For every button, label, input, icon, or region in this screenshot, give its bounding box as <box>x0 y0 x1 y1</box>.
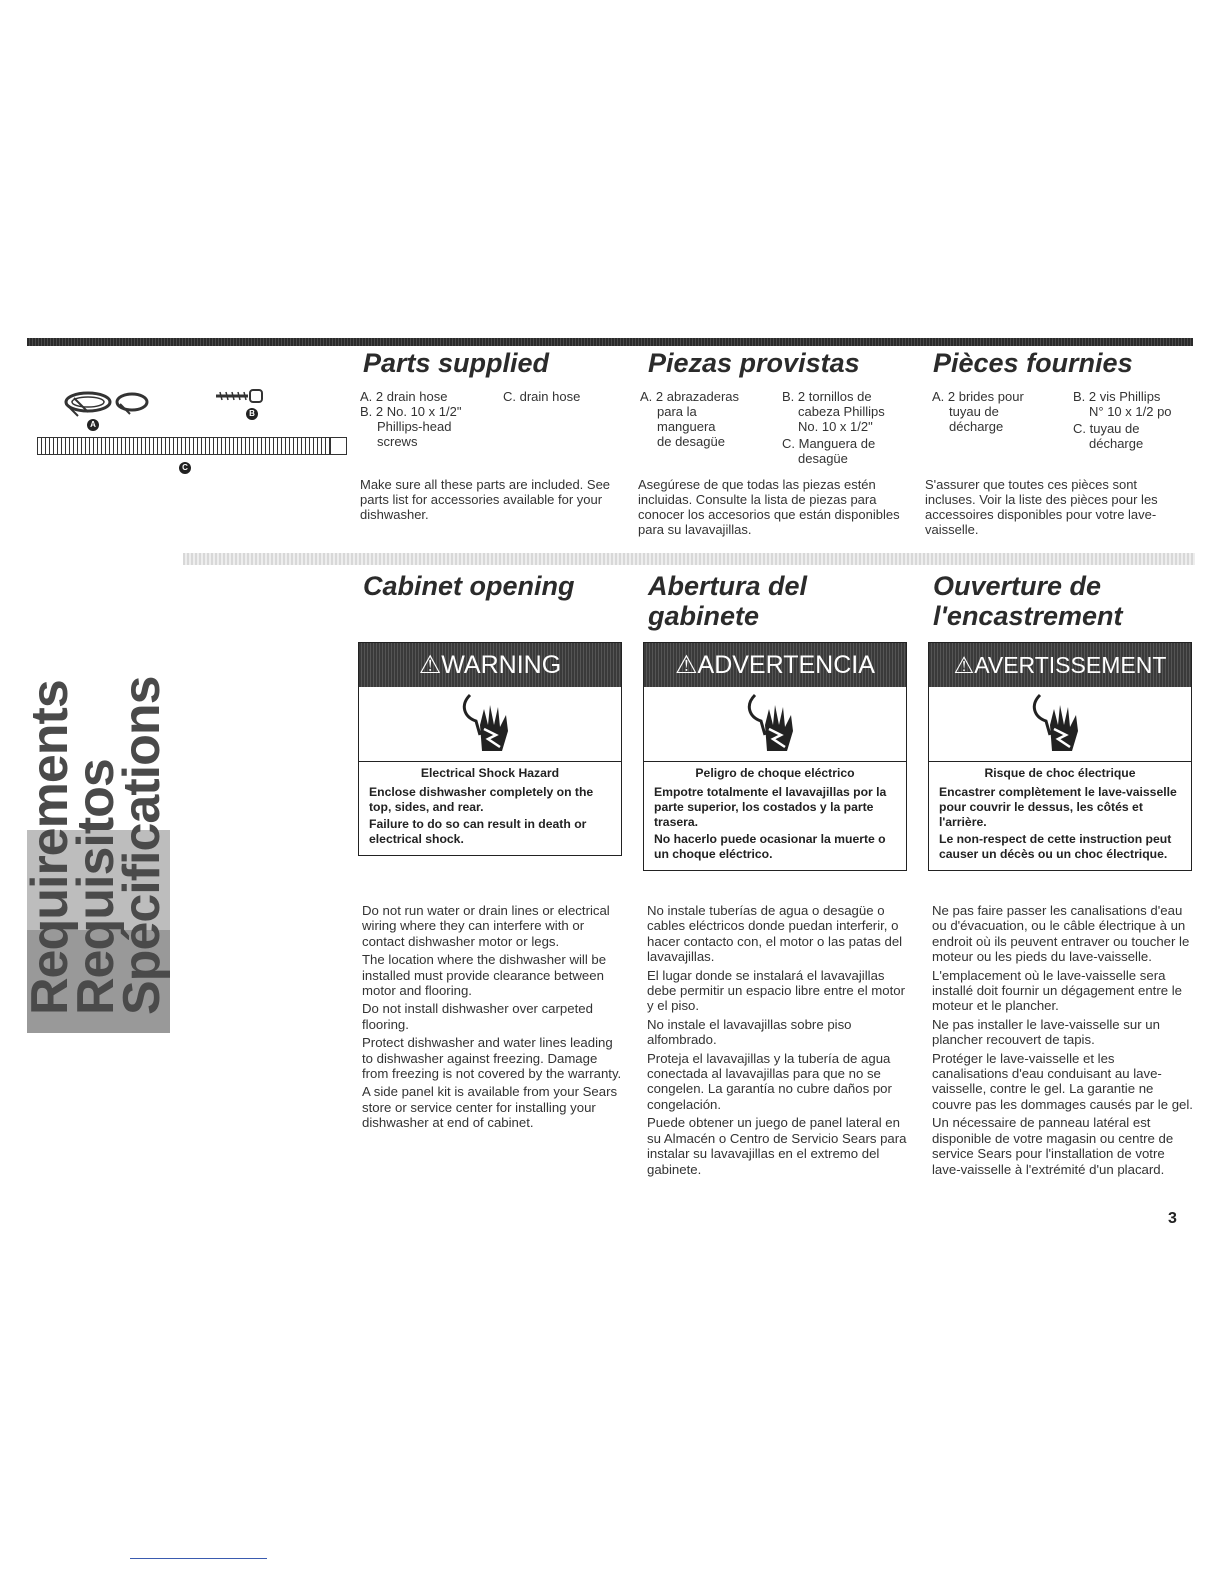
sidebar-word-requisitos: Requisitos <box>67 759 125 1015</box>
cabinet-title-en: Cabinet opening <box>363 571 575 601</box>
warning-box-es <box>643 642 907 871</box>
paragraph: Do not install dishwasher over carpeted flooring. <box>362 1001 593 1032</box>
warning-header-en: ⚠WARNING <box>359 643 621 687</box>
drain-hose-illustration <box>37 437 339 455</box>
callout-b: B <box>246 408 258 420</box>
paragraph: El lugar donde se instalará el lavavajillas debe permitir un espacio libre entre el motor y el piso. <box>647 967 906 1014</box>
shock-hazard-icon <box>359 687 621 761</box>
parts-list-es-col2: B. 2 tornillos de cabeza Phillips No. 10 x 1/2" C. Manguera de desagüe <box>782 389 885 466</box>
shock-hazard-icon <box>644 687 906 761</box>
paragraph: Protect dishwasher and water lines leading to dishwasher against freezing. Damage from freezing is not covered by the warranty. <box>362 1035 622 1082</box>
callout-c: C <box>179 462 191 474</box>
sidebar-word-specifications: Spécifications <box>113 676 171 1015</box>
warning-text-2-en: Failure to do so can result in death or electrical shock. <box>369 817 587 846</box>
cabinet-body-fr <box>932 903 1194 1180</box>
screw-illustration <box>214 388 266 409</box>
page-number: 3 <box>1168 1210 1177 1227</box>
paragraph: Ne pas installer le lave-vaisselle sur un plancher recouvert de tapis. <box>932 1016 1160 1048</box>
paragraph: Protéger le lave-vaisselle et les canalisations d'eau conduisant au lave-vaisselle, contre le gel. La garantie ne couvre pas les dommages causés par le gel. <box>932 1050 1193 1112</box>
warning-text-1-en: Enclose dishwasher completely on the top, sides, and rear. <box>369 785 594 814</box>
drain-hose-end <box>330 437 347 455</box>
warning-header-es: ⚠ADVERTENCIA <box>644 643 906 687</box>
sidebar-vertical-title <box>21 555 171 1033</box>
section-rule <box>183 553 1195 565</box>
hose-clamps-illustration <box>60 386 180 431</box>
warning-box-en <box>358 642 622 856</box>
screw-icon <box>214 388 266 404</box>
sidebar-band <box>21 555 171 1033</box>
parts-note-en: Make sure all these parts are included. See parts list for accessories available for your dishwasher. <box>360 477 611 522</box>
cabinet-body-es <box>647 903 909 1180</box>
hazard-title-en: Electrical Shock Hazard <box>420 766 560 780</box>
paragraph: Un nécessaire de panneau latéral est disponible de votre magasin ou centre de service Sears pour l'installation de votre lave-vaisselle à l'extrémité d'un placard. <box>932 1115 1174 1177</box>
parts-note-es: Asegúrese de que todas las piezas estén incluidas. Consulte la lista de piezas para conocer los accesorios que están disponibles para su lavavajillas. <box>638 477 900 537</box>
parts-title-fr: Pièces fournies <box>933 348 1133 378</box>
parts-note-fr: S'assurer que toutes ces pièces sont incluses. Voir la liste des pièces pour les accessoires disponibles pour votre lave-vaisselle. <box>925 477 1158 537</box>
paragraph: Proteja el lavavajillas y la tubería de agua conectada al lavavajillas para que no se congelen. La garantía no cubre daños por congelación. <box>647 1050 892 1112</box>
cabinet-body-en <box>362 903 624 1134</box>
sidebar-word-requirements: Requirements <box>21 680 79 1015</box>
parts-list-es-col1: A. 2 abrazaderas para la manguera de desagüe <box>640 389 740 449</box>
warning-box-fr <box>928 642 1192 871</box>
warning-text-1-fr: Encastrer complètement le lave-vaisselle pour couvrir le dessus, les côtés et l'arrière. <box>939 785 1177 829</box>
paragraph: No instale el lavavajillas sobre piso alfombrado. <box>647 1016 852 1048</box>
warning-triangle-icon: ⚠ <box>953 652 975 678</box>
warning-header-fr: ⚠AVERTISSEMENT <box>929 643 1191 687</box>
paragraph: L'emplacement où le lave-vaisselle sera installé doit fournir un dégagement entre le moteur et le plancher. <box>932 967 1182 1014</box>
paragraph: The location where the dishwasher will be installed must provide clearance between motor and flooring. <box>362 952 607 999</box>
paragraph: Do not run water or drain lines or electrical wiring where they can interfere with or contact dishwasher motor or legs. <box>362 903 610 949</box>
top-rule <box>27 338 1193 346</box>
hazard-title-es: Peligro de choque eléctrico <box>695 766 855 780</box>
paragraph: A side panel kit is available from your Sears store or service center for installing your dishwasher at end of cabinet. <box>362 1084 618 1131</box>
parts-list-fr-col1: A. 2 brides pour tuyau de décharge <box>932 389 1024 434</box>
paragraph: Puede obtener un juego de panel lateral en su Almacén o Centro de Servicio Sears para instalar su lavavajillas en el extremo del gabinete. <box>647 1115 907 1177</box>
parts-title-en: Parts supplied <box>363 348 550 378</box>
footer-link-underline <box>130 1558 267 1559</box>
hazard-title-fr: Risque de choc électrique <box>984 766 1136 780</box>
shock-hazard-icon <box>929 687 1191 761</box>
parts-title-es: Piezas provistas <box>648 348 860 378</box>
parts-list-en-col1: A. 2 drain hose B. 2 No. 10 x 1/2" Phillips-head screws <box>360 389 462 449</box>
paragraph: No instale tuberías de agua o desagüe o cables eléctricos donde puedan interferir, o hacer contacto con, el motor o las patas del lavavajillas. <box>647 903 903 965</box>
parts-list-fr-col2: B. 2 vis Phillips N° 10 x 1/2 po C. tuyau de décharge <box>1073 389 1172 451</box>
warning-text-2-es: No hacerlo puede ocasionar la muerte o un choque eléctrico. <box>654 832 886 861</box>
warning-triangle-icon: ⚠ <box>418 651 442 679</box>
cabinet-title-fr: Ouverture de l'encastrement <box>933 571 1123 631</box>
callout-a: A <box>87 419 99 431</box>
paragraph: Ne pas faire passer les canalisations d'eau ou d'évacuation, ou le câble électrique à un endroit où ils peuvent entraver ou toucher le moteur ou les pieds du lave-vaisselle. <box>932 903 1190 965</box>
warning-text-1-es: Empotre totalmente el lavavajillas por la parte superior, los costados y la parte trasera. <box>654 785 887 829</box>
clamp-icon <box>60 386 180 426</box>
cabinet-title-es: Abertura del gabinete <box>648 571 808 631</box>
warning-text-2-fr: Le non-respect de cette instruction peut causer un décès ou un choc électrique. <box>939 832 1172 861</box>
warning-triangle-icon: ⚠ <box>675 651 698 679</box>
parts-list-en-col2: C. drain hose <box>503 389 581 404</box>
